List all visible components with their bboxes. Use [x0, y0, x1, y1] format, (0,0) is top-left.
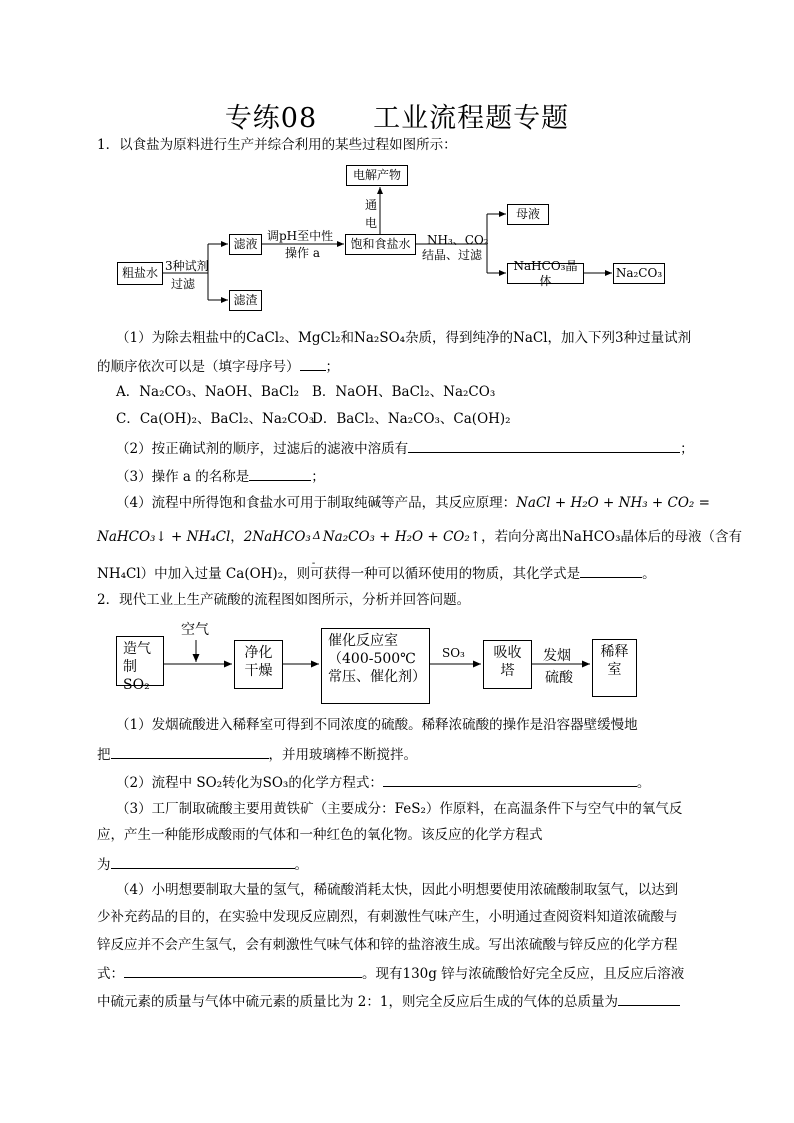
q1-part1-line1: （1）为除去粗盐中的CaCl₂、MgCl₂和Na₂SO₄杂质，得到纯净的NaCl，加入下列3种过量试剂: [116, 330, 692, 346]
gas-making-label-2: 制SO₂: [123, 659, 150, 693]
step2-top-label: 调pH至中性: [267, 229, 334, 243]
q2-part4-line3: 锌反应并不会产生氢气，会有刺激性气味气体和锌的盐溶液生成。写出浓硫酸与锌反应的化学方程: [97, 937, 678, 953]
q1-part3-end: ；: [311, 469, 325, 485]
option-a: A．Na₂CO₃、NaOH、BaCl₂: [116, 384, 300, 400]
q1-part2: （2）按正确试剂的顺序，过滤后的滤液中溶质有: [116, 441, 409, 457]
step1-top-label: 3种试剂: [165, 259, 209, 273]
nahco3-crystal-box: NaHCO₃晶体: [507, 263, 584, 284]
equation-1b: NaHCO₃↓ + NH₄Cl: [97, 529, 231, 545]
q2-intro: 2．现代工业上生产硫酸的流程图如图所示，分析并回答问题。: [97, 592, 471, 608]
dilution-room-box: [592, 639, 637, 697]
q1-intro: 1．以食盐为原料进行生产并综合利用的某些过程如图所示：: [97, 137, 457, 153]
residue-box: 滤渣: [229, 290, 262, 311]
electrolysis-products-box: 电解产物: [346, 165, 408, 186]
energize-label-1: 通: [365, 198, 378, 212]
q2-part4-mass-blank[interactable]: [618, 991, 680, 1006]
reactor-label-2: （400-500℃: [328, 651, 416, 667]
reactor-label-1: 催化反应室: [328, 633, 398, 649]
absorb-label-1: 吸收: [493, 645, 522, 661]
equation-2b: Na₂CO₃ + H₂O + CO₂↑: [322, 529, 482, 545]
q2-part2-answer-blank[interactable]: [383, 772, 637, 787]
q2-part3-answer-blank[interactable]: [111, 854, 295, 869]
q2-part4-line2: 少补充药品的目的，在实验中发现反应剧烈，有刺激性气味产生，小明通过查阅资料知道浓硫酸与: [97, 909, 678, 925]
q2-part1-line2: 把: [97, 747, 111, 763]
step2-bottom-label: 操作 a: [285, 246, 320, 260]
q2-part3-end: 。: [294, 857, 308, 873]
page-title: 专练08 工业流程题专题: [224, 103, 570, 134]
option-c: C．Ca(OH)₂、BaCl₂、Na₂CO₃: [116, 411, 315, 427]
step1-bottom-label: 过滤: [171, 277, 196, 291]
na2co3-box: Na₂CO₃: [613, 263, 665, 284]
reactor-label-3: 常压、催化剂）: [328, 669, 426, 685]
dilute-label-2: 室: [607, 662, 622, 678]
purify-dry-box: [234, 640, 283, 689]
crude-brine-box: 粗盐水: [117, 262, 163, 285]
filtrate-box: 滤液: [229, 234, 262, 255]
delta-symbol: Δ: [312, 529, 321, 542]
q2-part4-line4-start: 式：: [97, 966, 124, 982]
so3-label: SO₃: [442, 646, 465, 660]
oleum-label-1: 发烟: [543, 648, 571, 664]
absorb-label-2: 塔: [500, 663, 515, 679]
gas-making-box: [116, 636, 164, 693]
q1-part4-end: 。: [642, 566, 656, 582]
gas-making-label-1: 造气: [123, 641, 151, 657]
q1-part1-line2: 的顺序依次可以是（填字母序号）: [97, 359, 300, 375]
q2-part1-line2-end: ，并用玻璃棒不断搅拌。: [268, 747, 417, 763]
option-b: B．NaOH、BaCl₂、Na₂CO₃: [312, 384, 496, 400]
q1-part3: （3）操作 a 的名称是: [116, 469, 250, 485]
purify-label-2: 干燥: [244, 663, 273, 679]
equation-1a: NaCl + H₂O + NH₃ + CO₂ =: [516, 495, 710, 511]
q1-part2-end: ；: [680, 441, 694, 457]
q1-part1-end: ；: [325, 359, 339, 375]
step3-top-label: NH₃、CO₂: [427, 233, 489, 247]
q1-part4-line1: （4）流程中所得饱和食盐水可用于制取纯碱等产品，其反应原理：: [116, 495, 517, 511]
q2-part4-equation-blank[interactable]: [124, 963, 362, 978]
q1-part4-line3: NH₄Cl）中加入过量 Ca(OH)₂，则可获得一种可以循环使用的物质，其化学式是: [97, 566, 581, 582]
absorption-tower-box: [483, 640, 532, 689]
oleum-label-2: 硫酸: [545, 670, 573, 686]
q2-part2: （2）流程中 SO₂转化为SO₃的化学方程式：: [116, 775, 383, 791]
q2-part1-answer-blank[interactable]: [111, 744, 269, 759]
q1-part4-line2: ，若向分离出NaHCO₃晶体后的母液（含有: [481, 529, 743, 545]
q2-part4-line1: （4）小明想要制取大量的氢气，稀硫酸消耗太快，因此小明想要使用浓硫酸制取氢气，以达到: [116, 882, 679, 898]
energize-label-2: 电: [365, 216, 378, 230]
q2-part3-line2: 应，产生一种能形成酸雨的气体和一种红色的氧化物。该反应的化学方程式: [97, 827, 543, 843]
q2-part3-line1: （3）工厂制取硫酸主要用黄铁矿（主要成分：FeS₂）作原料，在高温条件下与空气中的氧气反: [116, 801, 683, 817]
q2-part2-end: 。: [636, 775, 651, 791]
equation-separator: ，: [230, 529, 244, 545]
purify-label-1: 净化: [244, 645, 273, 661]
equation-2a: 2NaHCO₃: [243, 529, 311, 545]
dilute-label-1: 稀释: [600, 644, 629, 660]
air-label: 空气: [181, 622, 209, 638]
mother-liquor-box: 母液: [507, 204, 549, 225]
catalytic-reactor-box: [321, 628, 430, 704]
option-d: D．BaCl₂、Na₂CO₃、Ca(OH)₂: [312, 411, 511, 427]
q2-part1-line1: （1）发烟硫酸进入稀释室可得到不同浓度的硫酸。稀释浓硫酸的操作是沿容器壁缓慢地: [116, 717, 638, 733]
q2-part4-line5: 中硫元素的质量与气体中硫元素的质量比为 2：1，则完全反应后生成的气体的总质量为: [97, 994, 618, 1010]
saturated-brine-box: 饱和食盐水: [345, 234, 416, 255]
q2-part4-line4-end: 。现有130g 锌与浓硫酸恰好完全反应，且反应后溶液: [362, 966, 685, 982]
q2-part3-line3: 为: [97, 857, 111, 873]
step3-bottom-label: 结晶、过滤: [422, 248, 483, 262]
